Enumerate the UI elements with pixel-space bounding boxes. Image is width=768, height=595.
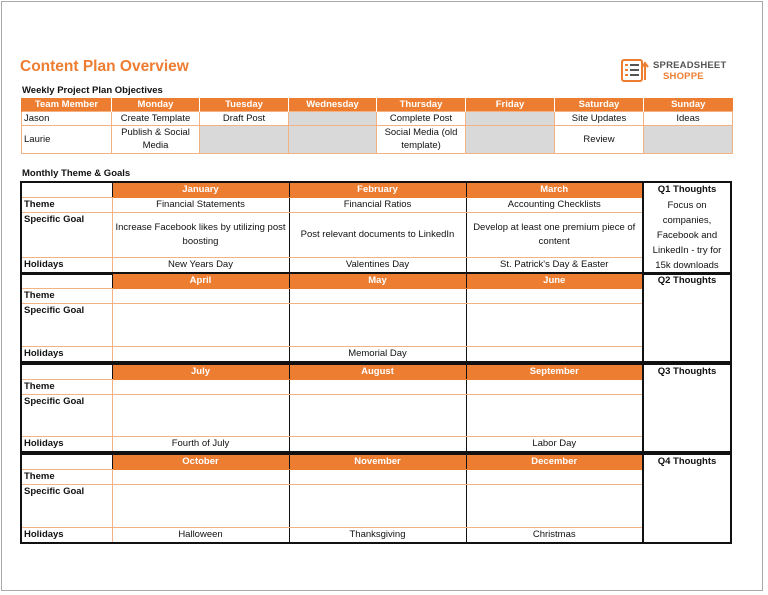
quarter-table-q4 [20, 453, 732, 544]
thoughts-cell[interactable] [643, 380, 731, 453]
goal-cell[interactable]: Post relevant documents to LinkedIn [289, 213, 466, 258]
spreadsheet-logo-icon [621, 58, 651, 84]
task-cell[interactable] [289, 111, 377, 125]
thoughts-header: Q1 Thoughts [643, 182, 731, 198]
month-header: January [112, 182, 289, 198]
theme-cell[interactable]: Accounting Checklists [466, 198, 643, 213]
theme-cell[interactable]: Financial Statements [112, 198, 289, 213]
goal-cell[interactable] [289, 395, 466, 437]
weekly-header-row [22, 98, 733, 111]
row-label-holidays: Holidays [21, 258, 112, 274]
theme-cell[interactable]: Financial Ratios [289, 198, 466, 213]
theme-cell[interactable] [466, 289, 643, 304]
task-cell[interactable]: Review [555, 125, 644, 153]
task-cell[interactable] [289, 125, 377, 153]
row-label-theme: Theme [21, 380, 112, 395]
logo [621, 58, 741, 86]
theme-cell[interactable] [289, 289, 466, 304]
monthly-heading: Monthly Theme & Goals [22, 168, 131, 179]
theme-cell[interactable] [466, 380, 643, 395]
col-thursday: Thursday [377, 98, 466, 111]
col-tuesday: Tuesday [200, 98, 289, 111]
goal-cell[interactable] [289, 304, 466, 347]
holiday-cell[interactable] [112, 347, 289, 363]
task-cell[interactable] [200, 125, 289, 153]
col-team-member: Team Member [22, 98, 112, 111]
row-label-theme: Theme [21, 289, 112, 304]
task-cell[interactable]: Ideas [644, 111, 733, 125]
task-cell[interactable]: Publish & Social Media [112, 125, 200, 153]
col-sunday: Sunday [644, 98, 733, 111]
table-row [22, 125, 733, 153]
weekly-heading: Weekly Project Plan Objectives [22, 85, 163, 96]
member-cell[interactable]: Laurie [22, 125, 112, 153]
quarter-table-q1 [20, 181, 732, 275]
month-header: June [466, 273, 643, 289]
row-label-goal: Specific Goal [21, 485, 112, 528]
task-cell[interactable]: Create Template [112, 111, 200, 125]
spreadsheet-page [1, 1, 763, 591]
weekly-plan-table [21, 98, 733, 154]
col-friday: Friday [466, 98, 555, 111]
month-header: October [112, 454, 289, 470]
task-cell[interactable] [466, 125, 555, 153]
holiday-cell[interactable] [289, 437, 466, 453]
thoughts-header: Q3 Thoughts [643, 364, 731, 380]
holiday-cell[interactable]: St. Patrick's Day & Easter [466, 258, 643, 274]
theme-cell[interactable] [289, 380, 466, 395]
thoughts-header: Q2 Thoughts [643, 273, 731, 289]
table-row [22, 111, 733, 125]
row-label-theme: Theme [21, 198, 112, 213]
holiday-cell[interactable]: Labor Day [466, 437, 643, 453]
month-header: December [466, 454, 643, 470]
theme-cell[interactable] [112, 289, 289, 304]
task-cell[interactable]: Complete Post [377, 111, 466, 125]
thoughts-cell[interactable] [643, 470, 731, 544]
month-header: August [289, 364, 466, 380]
theme-cell[interactable] [289, 470, 466, 485]
holiday-cell[interactable]: New Years Day [112, 258, 289, 274]
goal-cell[interactable] [112, 485, 289, 528]
month-header: March [466, 182, 643, 198]
page-title: Content Plan Overview [20, 58, 189, 75]
month-header: May [289, 273, 466, 289]
thoughts-header: Q4 Thoughts [643, 454, 731, 470]
goal-cell[interactable] [289, 485, 466, 528]
thoughts-cell[interactable]: Focus on companies, Facebook and LinkedIn - try for 15k downloads [643, 198, 731, 274]
holiday-cell[interactable]: Valentines Day [289, 258, 466, 274]
month-header: April [112, 273, 289, 289]
theme-cell[interactable] [112, 380, 289, 395]
holiday-cell[interactable]: Fourth of July [112, 437, 289, 453]
month-header: November [289, 454, 466, 470]
quarter-table-q3 [20, 363, 732, 453]
holiday-cell[interactable]: Christmas [466, 528, 643, 544]
row-label-theme: Theme [21, 470, 112, 485]
row-label-goal: Specific Goal [21, 213, 112, 258]
goal-cell[interactable] [112, 395, 289, 437]
task-cell[interactable]: Site Updates [555, 111, 644, 125]
holiday-cell[interactable]: Memorial Day [289, 347, 466, 363]
col-wednesday: Wednesday [289, 98, 377, 111]
month-header: September [466, 364, 643, 380]
row-label-goal: Specific Goal [21, 304, 112, 347]
holiday-cell[interactable] [466, 347, 643, 363]
task-cell[interactable]: Draft Post [200, 111, 289, 125]
member-cell[interactable]: Jason [22, 111, 112, 125]
task-cell[interactable] [644, 125, 733, 153]
row-label-holidays: Holidays [21, 437, 112, 453]
goal-cell[interactable] [112, 304, 289, 347]
logo-line2: SHOPPE [663, 71, 704, 82]
goal-cell[interactable]: Develop at least one premium piece of content [466, 213, 643, 258]
theme-cell[interactable] [466, 470, 643, 485]
task-cell[interactable] [466, 111, 555, 125]
theme-cell[interactable] [112, 470, 289, 485]
row-label-holidays: Holidays [21, 347, 112, 363]
col-saturday: Saturday [555, 98, 644, 111]
thoughts-cell[interactable] [643, 289, 731, 363]
holiday-cell[interactable]: Halloween [112, 528, 289, 544]
task-cell[interactable]: Social Media (old template) [377, 125, 466, 153]
logo-line1: SPREADSHEET [653, 60, 727, 71]
row-label-holidays: Holidays [21, 528, 112, 544]
month-header: February [289, 182, 466, 198]
quarter-table-q2 [20, 272, 732, 363]
goal-cell[interactable]: Increase Facebook likes by utilizing post boosting [112, 213, 289, 258]
goal-cell[interactable] [466, 485, 643, 528]
goal-cell[interactable] [466, 395, 643, 437]
row-label-goal: Specific Goal [21, 395, 112, 437]
holiday-cell[interactable]: Thanksgiving [289, 528, 466, 544]
col-monday: Monday [112, 98, 200, 111]
goal-cell[interactable] [466, 304, 643, 347]
month-header: July [112, 364, 289, 380]
